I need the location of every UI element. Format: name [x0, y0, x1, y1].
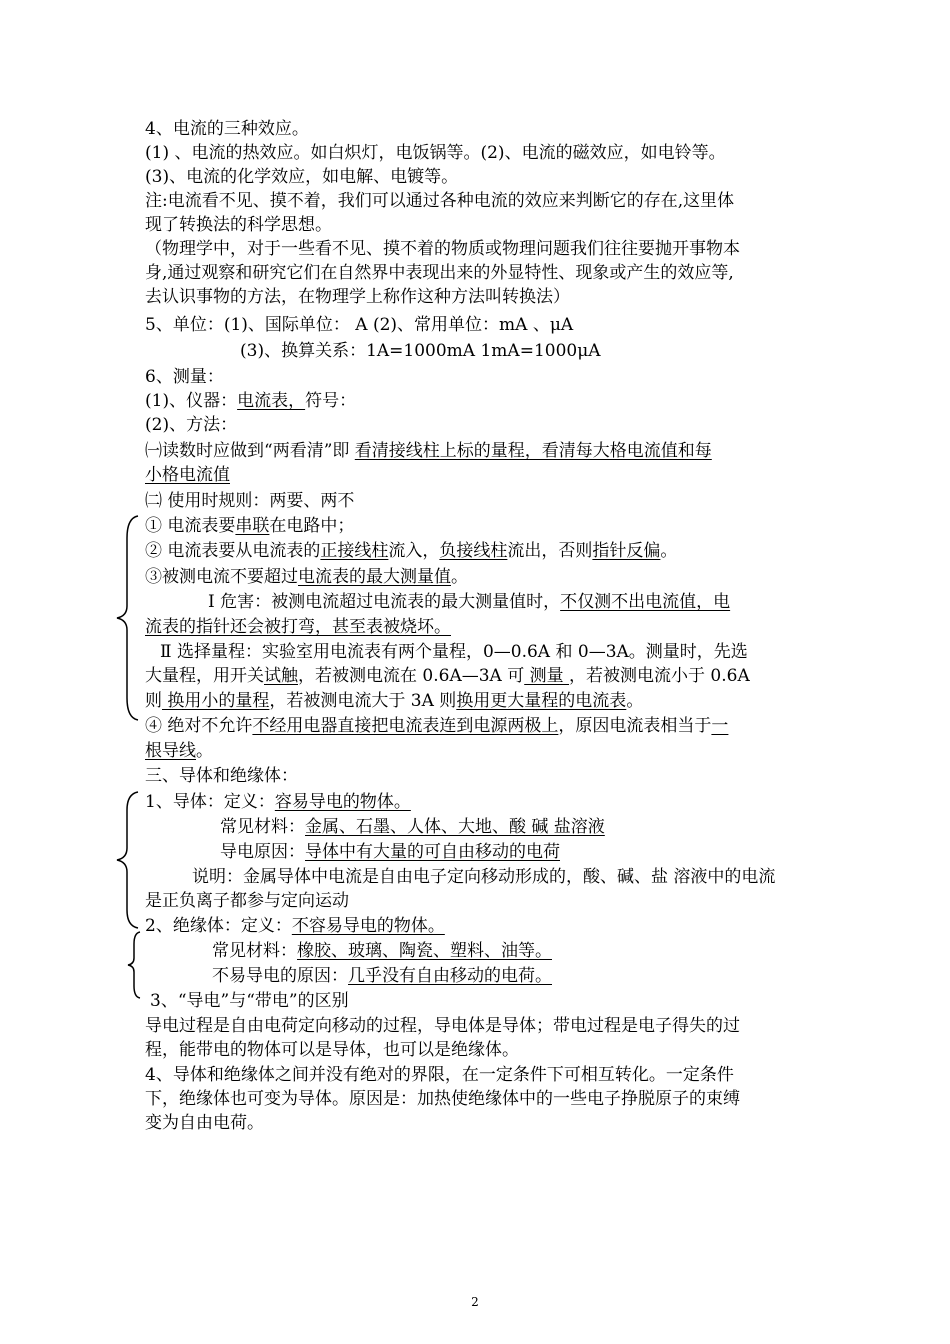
text-line: 1、导体：定义：容易导电的物体。: [145, 792, 411, 812]
text-line: 小格电流值: [145, 465, 230, 485]
text-line: 注:电流看不见、摸不着，我们可以通过各种电流的效应来判断它的存在,这里体: [145, 191, 735, 211]
text-line: (3)、电流的化学效应，如电解、电镀等。: [145, 167, 459, 187]
text-line: 则 换用小的量程，若被测电流大于 3A 则换用更大量程的电流表。: [145, 691, 644, 711]
text-line: 流表的指针还会被打弯，甚至表被烧坏。: [145, 617, 451, 637]
text-line: 2、绝缘体：定义：不容易导电的物体。: [145, 916, 445, 936]
text-line: (3)、换算关系：1A=1000mA 1mA=1000μA: [240, 341, 601, 361]
section-heading: 三、导体和绝缘体：: [145, 766, 298, 786]
text-line: 现了转换法的科学思想。: [145, 215, 332, 235]
text-line: 大量程，用开关试触，若被测电流在 0.6A—3A 可 测量 ，若被测电流小于 0.6A: [145, 666, 750, 686]
text-line: Ⅱ 选择量程：实验室用电流表有两个量程，0—0.6A 和 0—3A。测量时，先选: [160, 642, 748, 662]
brace-icon: [124, 930, 144, 1000]
text-line: 下，绝缘体也可变为导体。原因是：加热使绝缘体中的一些电子挣脱原子的束缚: [145, 1089, 740, 1109]
text-line: 4、导体和绝缘体之间并没有绝对的界限，在一定条件下可相互转化。一定条件: [145, 1065, 734, 1085]
text-line: 程，能带电的物体可以是导体，也可以是绝缘体。: [145, 1040, 519, 1060]
text-line: 根导线。: [145, 741, 213, 761]
text-line: 身,通过观察和研究它们在自然界中表现出来的外显特性、现象或产生的效应等,: [145, 263, 734, 283]
text-line: 导电原因：导体中有大量的可自由移动的电荷: [220, 842, 560, 862]
text-line: ㈡ 使用时规则：两要、两不: [145, 491, 355, 511]
text-line: (1)、仪器：电流表，符号：: [145, 391, 357, 411]
text-line: 不易导电的原因：几乎没有自由移动的电荷。: [212, 966, 552, 986]
text-line: （物理学中，对于一些看不见、摸不着的物质或物理问题我们往往要抛开事物本: [145, 239, 740, 259]
text-line: 导电过程是自由电荷定向移动的过程，导电体是导体；带电过程是电子得失的过: [145, 1016, 740, 1036]
text-line: 是正负离子都参与定向运动: [145, 891, 349, 911]
text-line: (1) 、电流的热效应。如白炽灯，电饭锅等。(2)、电流的磁效应，如电铃等。: [145, 143, 726, 163]
text-line: 去认识事物的方法，在物理学上称作这种方法叫转换法）: [145, 287, 570, 307]
text-line: 4、电流的三种效应。: [145, 119, 309, 139]
text-line: ④ 绝对不允许不经用电器直接把电流表连到电源两极上，原因电流表相当于一: [145, 716, 729, 736]
text-line: 常见材料：橡胶、玻璃、陶瓷、塑料、油等。: [212, 941, 552, 961]
text-line: 6、测量：: [145, 367, 224, 387]
brace-icon: [112, 790, 142, 930]
text-line: 常见材料：金属、石墨、人体、大地、酸 碱 盐溶液: [220, 817, 605, 837]
text-line: 变为自由电荷。: [145, 1113, 264, 1133]
text-line: Ⅰ 危害：被测电流超过电流表的最大测量值时，不仅测不出电流值，电: [208, 592, 731, 612]
text-line: ① 电流表要串联在电路中；: [145, 516, 355, 536]
text-line: 说明：金属导体中电流是自由电子定向移动形成的，酸、碱、盐 溶液中的电流: [192, 867, 776, 887]
text-line: ② 电流表要从电流表的正接线柱流入，负接线柱流出，否则指针反偏。: [145, 541, 678, 561]
text-line: ③被测电流不要超过电流表的最大测量值。: [145, 567, 468, 587]
text-line: 3、“导电”与“带电”的区别: [150, 991, 349, 1011]
text-line: (2)、方法：: [145, 415, 238, 435]
page-number: 2: [471, 1295, 479, 1309]
brace-icon: [112, 514, 142, 722]
text-line: 5、单位：(1)、国际单位： A (2)、常用单位：mA 、μA: [145, 315, 574, 335]
text-line: ㈠读数时应做到“两看清”即 看清接线柱上标的量程，看清每大格电流值和每: [145, 441, 712, 461]
